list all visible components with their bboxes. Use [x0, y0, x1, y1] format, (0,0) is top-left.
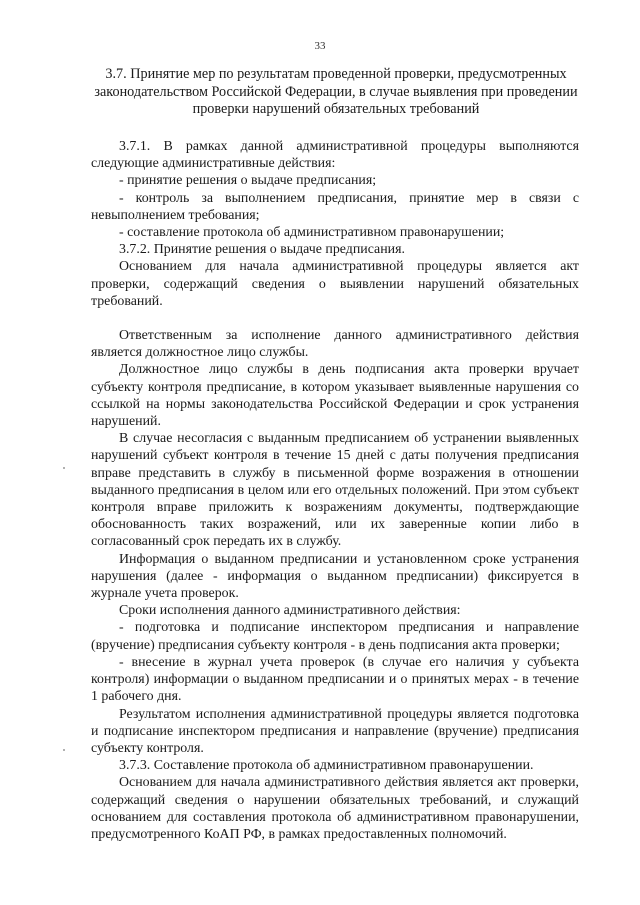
scan-speck — [63, 749, 65, 751]
subsection-heading: 3.7.3. Составление протокола об административном правонарушении. — [119, 758, 534, 774]
list-item: - контроль за выполнением предписания, принятие мер в связи с невыполнением требования; — [91, 190, 579, 223]
section-heading: 3.7. Принятие мер по результатам проведенной проверки, предусмотренных законодательством Российской Федерации, в случае выявления при проведении проверки нарушений обязательных требований — [94, 66, 578, 117]
list-item: - принятие решения о выдаче предписания; — [119, 173, 377, 189]
paragraph: Основанием для начала административного действия является акт проверки, содержащий сведения о нарушении обязательных требований, и служащий основанием для составления протокола об административном правонарушении, предусмотренного КоАП РФ, в рамках предоставленных полномочий. — [91, 775, 579, 842]
list-item: - подготовка и подписание инспектором предписания и направление (вручение) предписания субъекту контроля - в день подписания акта проверки; — [91, 620, 579, 653]
paragraph: Ответственным за исполнение данного административного действия является должностное лицо службы. — [91, 328, 579, 361]
paragraph: Информация о выданном предписании и установленном сроке устранения нарушения (далее - информация о выданном предписании) фиксируется в журнале учета проверок. — [91, 551, 579, 602]
paragraph: 3.7.1. В рамках данной административной процедуры выполняются следующие административные действия: — [91, 139, 579, 172]
paragraph: Сроки исполнения данного административного действия: — [119, 603, 461, 619]
subsection-heading: 3.7.2. Принятие решения о выдаче предписания. — [119, 242, 405, 258]
paragraph: Должностное лицо службы в день подписания акта проверки вручает субъекту контроля предписание, в котором указывает выявленные нарушения со ссылкой на нормы законодательства Российской Федерации и срок устранения нарушений. — [91, 362, 579, 430]
paragraph: Основанием для начала административной процедуры является акт проверки, содержащий сведения о выявлении нарушений обязательных требований. — [91, 259, 579, 309]
scan-speck — [63, 467, 65, 469]
paragraph: В случае несогласия с выданным предписанием об устранении выявленных нарушений субъект контроля в течение 15 дней с даты получения предписания вправе представить в службу в письменной форме возражения в отношении выданного предписания в целом или его отдельных положений. При этом субъект контроля вправе приложить к возражениям документы, подтверждающие обоснованность таких возражений, или их заверенные копии либо в согласованный срок передать их в службу. — [91, 431, 579, 550]
list-item: - составление протокола об административном правонарушении; — [119, 225, 505, 241]
list-item: - внесение в журнал учета проверок (в случае его наличия у субъекта контроля) информации о выданном предписании и о принятых мерах - в течение 1 рабочего дня. — [91, 654, 579, 705]
body-text — [91, 138, 579, 843]
paragraph: Результатом исполнения административной процедуры является подготовка и подписание инспектором предписания и направление (вручение) предписания субъекту контроля. — [91, 706, 579, 756]
page-number: 33 — [314, 40, 326, 52]
